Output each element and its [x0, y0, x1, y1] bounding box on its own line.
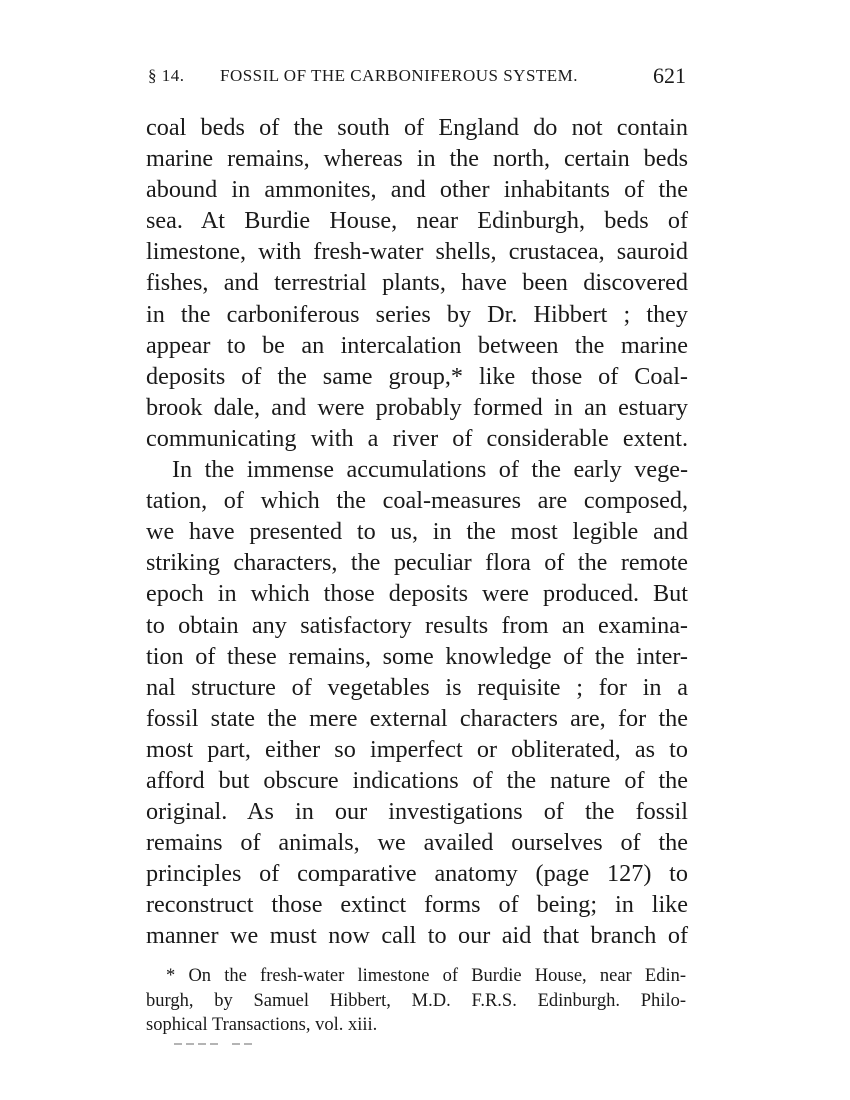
section-number: § 14. — [148, 66, 185, 85]
body-line: sea. At Burdie House, near Edinburgh, beds of — [146, 207, 688, 235]
body-text — [146, 112, 688, 952]
body-line: communicating with a river of considerable extent. — [146, 424, 688, 452]
page-number: 621 — [653, 63, 686, 88]
body-line: original. As in our investigations of the fossil — [146, 798, 688, 826]
body-line: tation, of which the coal-measures are composed, — [146, 487, 688, 515]
body-line: nal structure of vegetables is requisite ; for in a — [146, 673, 688, 701]
body-line: abound in ammonites, and other inhabitants of the — [146, 176, 688, 204]
body-line: tion of these remains, some knowledge of the inter- — [146, 642, 688, 670]
body-line: striking characters, the peculiar flora of the remote — [146, 549, 688, 577]
body-line: we have presented to us, in the most legible and — [146, 518, 688, 546]
body-line: marine remains, whereas in the north, certain beds — [146, 145, 688, 173]
printer-mark — [174, 1040, 254, 1048]
body-line: principles of comparative anatomy (page 127) to — [146, 860, 688, 888]
paragraph-start-line: In the immense accumulations of the early vege- — [172, 456, 688, 484]
footnote-line: sophical Transactions, vol. xiii. — [146, 1015, 378, 1035]
body-line: fossil state the mere external characters are, for the — [146, 704, 688, 732]
body-line: manner we must now call to our aid that branch of — [146, 922, 688, 950]
body-line: afford but obscure indications of the nature of the — [146, 766, 688, 794]
body-line: fishes, and terrestrial plants, have been discovered — [146, 269, 688, 297]
footnote-line: burgh, by Samuel Hibbert, M.D. F.R.S. Edinburgh. Philo- — [146, 990, 686, 1011]
body-line: to obtain any satisfactory results from an examina- — [146, 611, 688, 639]
body-line: appear to be an intercalation between the marine — [146, 331, 688, 359]
body-line: epoch in which those deposits were produced. But — [146, 580, 688, 608]
body-line: most part, either so imperfect or obliterated, as to — [146, 735, 688, 763]
footnote — [146, 964, 686, 1038]
running-head — [148, 63, 686, 96]
body-line: limestone, with fresh-water shells, crustacea, sauroid — [146, 238, 688, 266]
body-line: coal beds of the south of England do not contain — [146, 114, 688, 141]
running-title: FOSSIL OF THE CARBONIFEROUS SYSTEM. — [220, 66, 579, 85]
body-line: in the carboniferous series by Dr. Hibbert ; they — [146, 300, 688, 328]
body-line: reconstruct those extinct forms of being; in like — [146, 891, 688, 919]
body-line: remains of animals, we availed ourselves of the — [146, 829, 688, 857]
body-line: deposits of the same group,* like those of Coal- — [146, 362, 688, 390]
footnote-line: * On the fresh-water limestone of Burdie House, near Edin- — [166, 966, 686, 986]
body-line: brook dale, and were probably formed in an estuary — [146, 393, 688, 421]
